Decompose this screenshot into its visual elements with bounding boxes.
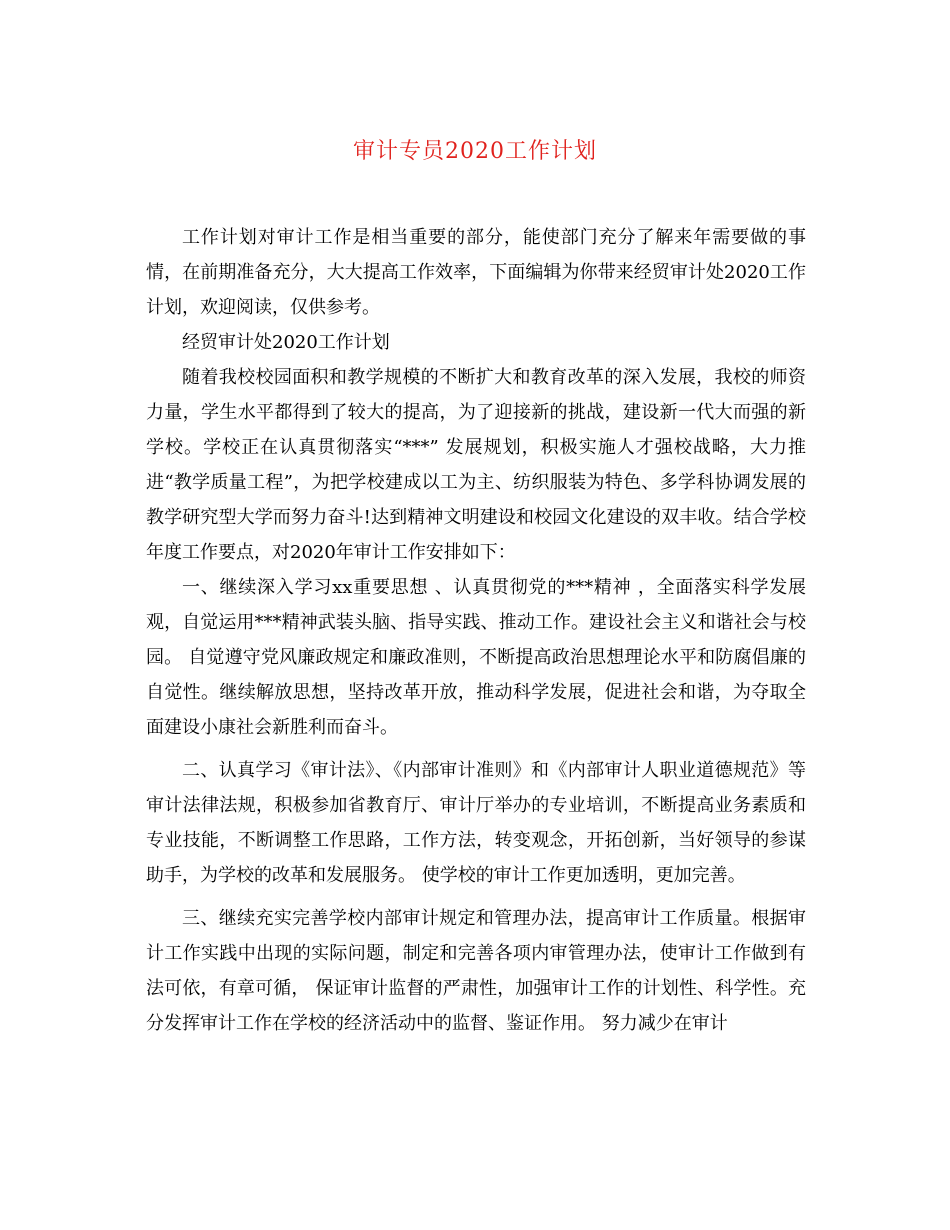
paragraph-intro: 工作计划对审计工作是相当重要的部分，能使部门充分了解来年需要做的事情，在前期准备充分，大大提高工作效率，下面编辑为你带来经贸审计处2020工作计划，欢迎阅读，仅供参考。 xyxy=(146,227,806,318)
paragraph-background: 随着我校校园面积和教学规模的不断扩大和教育改革的深入发展，我校的师资力量，学生水平都得到了较大的提高，为了迎接新的挑战，建设新一代大而强的新学校。学校正在认真贯彻落实“***” 发展规划，积极实施人才强校战略，大力推进“教学质量工程”，为把学校建成以工为主、纺织服装为特色、多学科协调发展的教学研究型大学而努力奋斗!达到精神文明建设和校园文化建设的双丰收。结合学校年度工作要点，对2020年审计工作安排如下： xyxy=(146,367,806,563)
paragraph-item-3: 三、继续充实完善学校内部审计规定和管理办法，提高审计工作质量。根据审计工作实践中出现的实际问题，制定和完善各项内审管理办法，使审计工作做到有法可依，有章可循， 保证审计监督的严肃性，加强审计工作的计划性、科学性。充分发挥审计工作在学校的经济活动中的监督、鉴证作用。 努力减少在审计 xyxy=(146,908,806,1034)
paragraph-item-2: 二、认真学习《审计法》、《内部审计准则》和《内部审计人职业道德规范》等审计法律法规，积极参加省教育厅、审计厅举办的专业培训，不断提高业务素质和专业技能，不断调整工作思路，工作方法，转变观念，开拓创新，当好领导的参谋助手，为学校的改革和发展服务。 使学校的审计工作更加透明，更加完善。 xyxy=(146,760,806,886)
paragraph-item-1: 一、继续深入学习xx重要思想 、认真贯彻党的***精神 ，全面落实科学发展观，自觉运用***精神武装头脑、指导实践、推动工作。建设社会主义和谐社会与校园。 自觉遵守党风廉政规定和廉政准则，不断提高政治思想理论水平和防腐倡廉的自觉性。继续解放思想，坚持改革开放，推动科学发展，促进社会和谐，为夺取全面建设小康社会新胜利而奋斗。 xyxy=(146,577,806,738)
paragraph-subtitle: 经贸审计处2020工作计划 xyxy=(182,332,390,353)
document-title: 审计专员2020工作计划 xyxy=(353,139,597,164)
document-body xyxy=(146,220,806,1041)
